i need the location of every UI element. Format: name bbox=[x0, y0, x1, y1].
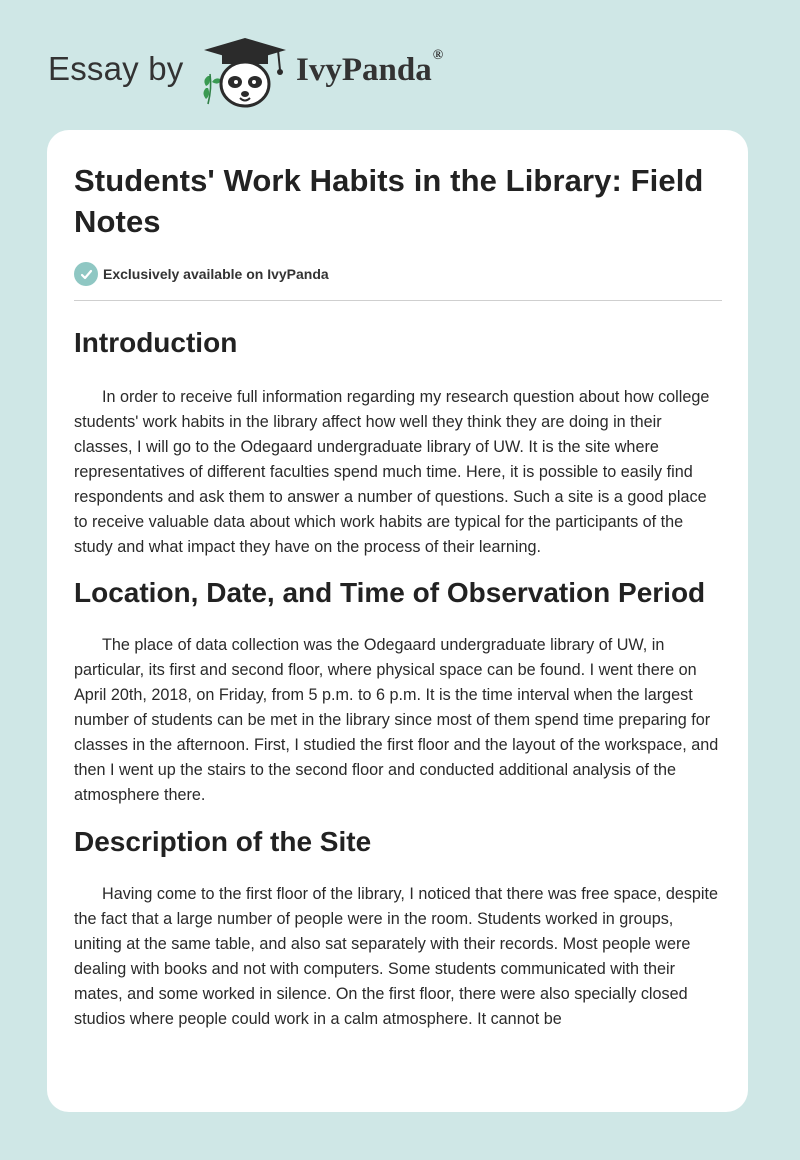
registered-mark: ® bbox=[432, 48, 444, 63]
panda-logo-icon bbox=[200, 36, 290, 110]
article-body bbox=[74, 160, 722, 1032]
brand-name[interactable] bbox=[296, 48, 444, 89]
exclusive-text: Exclusively available on IvyPanda bbox=[103, 266, 329, 282]
brand-text: IvyPanda bbox=[296, 52, 432, 88]
page-title: Students' Work Habits in the Library: Field Notes bbox=[74, 163, 704, 239]
site-header bbox=[0, 0, 800, 130]
section-heading-description: Description of the Site bbox=[74, 826, 372, 857]
divider bbox=[74, 300, 722, 301]
essay-by-label: Essay by bbox=[48, 50, 184, 87]
check-icon bbox=[74, 262, 98, 286]
section-paragraph-location: The place of data collection was the Odegaard undergraduate library of UW, in particular, its first and second floor, where physical space can be found. I went there on April 20th, 2018, on Friday, from 5 p.m. to 6 p.m. It is the time interval when the largest number of students can be met in the library since most of them spend time preparing for classes in the afternoon. First, I studied the first floor and the layout of the workspace, and then I went up the stairs to the second floor and conducted additional analysis of the atmosphere there. bbox=[74, 636, 719, 804]
section-paragraph-description: Having come to the first floor of the library, I noticed that there was free space, despite the fact that a large number of people were in the room. Students worked in groups, uniting at the same table, and also sat separately with their records. Most people were dealing with books and not with computers. Some students communicated with their mates, and some worked in silence. On the first floor, there were also specially closed studios where people could work in a calm atmosphere. It cannot be bbox=[74, 885, 719, 1028]
section-heading-location: Location, Date, and Time of Observation Period bbox=[74, 577, 706, 608]
section-paragraph-introduction: In order to receive full information regarding my research question about how college students' work habits in the library affect how well they think they are doing in their classes, I will go to the Odegaard undergraduate library of UW. It is the site where representatives of different faculties spend much time. Here, it is possible to easily find respondents and ask them to answer a number of questions. Such a site is a good place to receive valuable data about which work habits are typical for the participants of the study and what impact they have on the process of their learning. bbox=[74, 388, 710, 556]
section-heading-introduction: Introduction bbox=[74, 327, 238, 358]
exclusive-badge bbox=[74, 260, 722, 288]
article-card bbox=[47, 130, 748, 1112]
